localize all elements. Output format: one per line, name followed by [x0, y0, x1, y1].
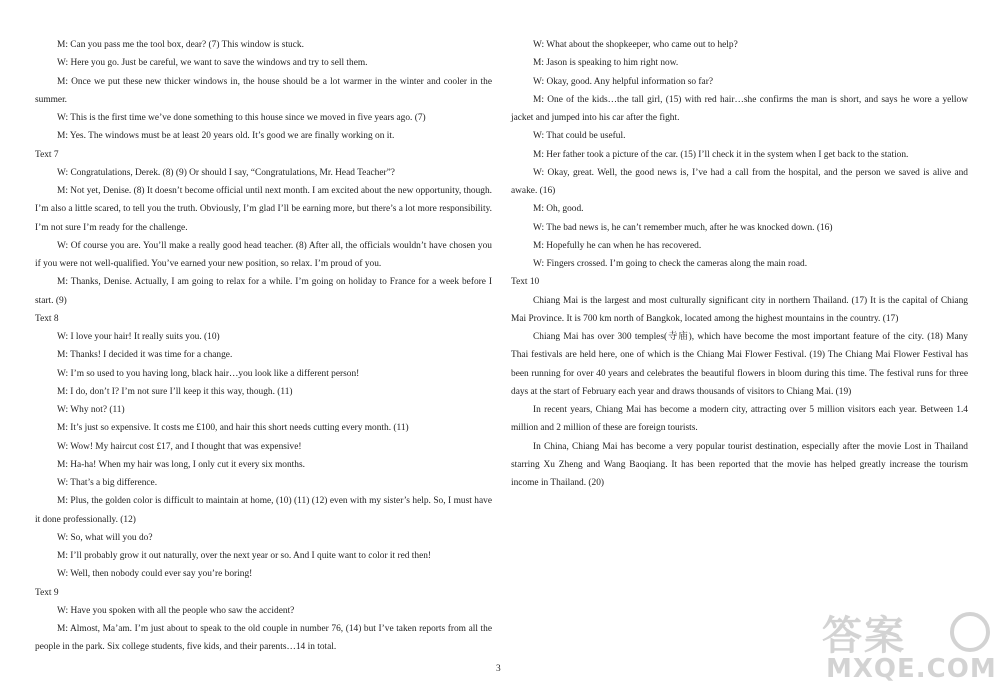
paragraph: W: I love your hair! It really suits you. (10)	[57, 332, 220, 342]
paragraph: W: So, what will you do?	[57, 532, 153, 543]
paragraph: M: Ha-ha! When my hair was long, I only cut it every six months.	[57, 459, 305, 470]
paragraph: W: Fingers crossed. I’m going to check the cameras along the main road.	[533, 259, 808, 269]
paragraph: W: Have you spoken with all the people who saw the accident?	[57, 605, 295, 616]
watermark-logo-ring	[950, 612, 990, 652]
right-column	[511, 36, 968, 492]
watermark-logo: 答案	[822, 613, 906, 659]
paragraph: M: Can you pass me the tool box, dear? (7) This window is stuck.	[57, 40, 304, 50]
paragraph: W: I’m so used to you having long, black hair…you look like a different person!	[57, 368, 360, 379]
watermark-url: MXQE.COM	[826, 654, 997, 684]
paragraph: In China, Chiang Mai has become a very popular tourist destination, especially after the movie Lost in Thailand starring Xu Zheng and Wang Baoqiang. It has been reported that the movie has helped greatly increase the tourism income in Thailand. (20)	[511, 441, 968, 488]
paragraph: M: Thanks, Denise. Actually, I am going to relax for a while. I’m going on holiday to France for a week before I start. (9)	[35, 277, 492, 306]
left-column	[35, 36, 492, 657]
paragraph: M: Yes. The windows must be at least 20 years old. It’s good we are finally working on it.	[57, 131, 395, 142]
paragraph: M: Thanks! I decided it was time for a change.	[57, 350, 233, 361]
paragraph: In recent years, Chiang Mai has become a modern city, attracting over 5 million visitors each year. Between 1.4 million and 2 million of these are foreign tourists.	[511, 405, 968, 434]
paragraph: Chiang Mai is the largest and most culturally significant city in northern Thailand. (17) It is the capital of Chiang Mai Province. It is 700 km north of Bangkok, located among the highest mountains in the country. (17)	[511, 295, 968, 324]
paragraph: W: Well, then nobody could ever say you’re boring!	[57, 569, 253, 580]
paragraph: W: Congratulations, Derek. (8) (9) Or should I say, “Congratulations, Mr. Head Teacher”?	[57, 167, 395, 178]
paragraph: M: Almost, Ma’am. I’m just about to speak to the old couple in number 76, (14) but I’ve taken reports from all the people in the park. Six college students, five kids, and their parents…14 in total.	[35, 624, 492, 653]
paragraph: M: It’s just so expensive. It costs me £100, and hair this short needs cutting every month. (11)	[57, 423, 409, 434]
paragraph: M: I do, don’t I? I’m not sure I’ll keep it this way, though. (11)	[57, 386, 293, 397]
paragraph: W: Okay, great. Well, the good news is, I’ve had a call from the hospital, and the person we saved is alive and awake. (16)	[511, 167, 968, 196]
paragraph: Chiang Mai has over 300 temples(寺庙), which have become the most important feature of the city. (18) Many Thai festivals are held here, one of which is the Chiang Mai Flower Festival. (19) The Chiang Mai Flower Festival has been running for over 40 years and celebrates the beautiful flowers in bloom during this time. The festival runs for three days at the start of February each year and draws thousands of visitors to Chiang Mai. (19)	[511, 332, 968, 397]
paragraph: W: Why not? (11)	[57, 405, 125, 415]
paragraph: W: This is the first time we’ve done something to this house since we moved in five years ago. (7)	[57, 113, 426, 123]
paragraph: M: Plus, the golden color is difficult to maintain at home, (10) (11) (12) even with my sister’s help. So, I must have it done professionally. (12)	[35, 496, 492, 525]
paragraph: W: Of course you are. You’ll make a really good head teacher. (8) After all, the officials wouldn’t have chosen you if you were not well-qualified. You’ve earned your new position, so relax. I’m proud of you.	[35, 240, 492, 269]
paragraph: W: Wow! My haircut cost £17, and I thought that was expensive!	[57, 441, 302, 452]
section-heading: Text 7	[35, 149, 59, 160]
section-heading: Text 9	[35, 587, 59, 598]
paragraph: W: The bad news is, he can’t remember much, after he was knocked down. (16)	[533, 222, 833, 233]
paragraph: M: Not yet, Denise. (8) It doesn’t become official until next month. I am excited about the new opportunity, though. I’m also a little scared, to tell you the truth. Obviously, I’m glad I’ll be earning more, but there’s a lot more responsibility. I’m not sure I’m ready for the challenge.	[35, 186, 492, 233]
paragraph: W: That’s a big difference.	[57, 478, 158, 488]
paragraph: W: Here you go. Just be careful, we want to save the windows and try to sell them.	[57, 58, 368, 69]
paragraph: W: That could be useful.	[533, 131, 626, 142]
paragraph: M: Her father took a picture of the car. (15) I’ll check it in the system when I get back to the station.	[533, 149, 909, 160]
paragraph: M: Hopefully he can when he has recovered.	[533, 240, 702, 251]
paragraph: M: One of the kids…the tall girl, (15) with red hair…she confirms the man is short, and says he wore a yellow jacket and jumped into his car after the fight.	[511, 94, 968, 123]
page-number: 3	[496, 664, 501, 674]
watermark	[812, 604, 997, 686]
paragraph: M: Jason is speaking to him right now.	[533, 58, 679, 69]
paragraph: W: Okay, good. Any helpful information so far?	[533, 76, 713, 87]
paragraph: M: Once we put these new thicker windows in, the house should be a lot warmer in the winter and cooler in the summer.	[35, 76, 492, 105]
section-heading: Text 10	[511, 277, 540, 288]
section-heading: Text 8	[35, 313, 59, 324]
paragraph: M: I’ll probably grow it out naturally, over the next year or so. And I quite want to color it red then!	[57, 551, 432, 561]
paragraph: M: Oh, good.	[533, 204, 584, 215]
paragraph: W: What about the shopkeeper, who came out to help?	[533, 40, 738, 50]
